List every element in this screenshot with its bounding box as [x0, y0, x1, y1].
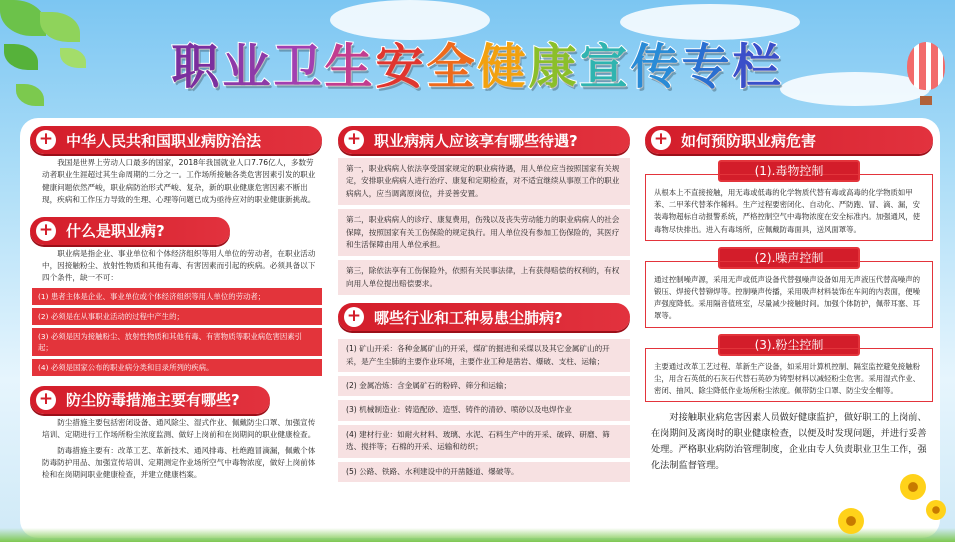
title-char: 栏	[732, 39, 784, 95]
poison-paragraph: 防毒措施主要有：改革工艺、革新技术、通风排毒、杜绝跑冒滴漏，佩戴个体防毒防护用品、加强宣传培训、定期测定作业场所空气中毒物浓度，做好上岗前体检和在岗期间职业健康检查，并建立健康档案。	[42, 445, 316, 480]
flower-icon	[900, 474, 926, 500]
condition-item: (3) 必须是因为接触粉尘、放射性物质和其他有毒、有害物质等职业病危害因素引起；	[32, 328, 322, 356]
section-heading	[30, 386, 270, 414]
dust-paragraph: 防尘措施主要包括密闭设备、通风除尘、湿式作业、佩戴防尘口罩、加强宣传培训、定期进行工作场所粉尘浓度监测、做好上岗前和在岗期间的职业健康检查。	[42, 417, 316, 440]
flower-icon	[838, 508, 864, 534]
plus-icon: +	[36, 221, 56, 241]
title-char: 传	[630, 39, 682, 95]
benefit-paragraph: 第一，职业病病人依法享受国家规定的职业病待遇，用人单位应当按照国家有关规定，安排职业病病人进行治疗、康复和定期检查，对不适宜继续从事原工作的职业病病人，应当调离原岗位，并妥善安置。	[338, 158, 630, 205]
column-right	[645, 126, 933, 474]
title-char: 全	[426, 39, 478, 95]
heading-text: 哪些行业和工种易患尘肺病?	[374, 308, 563, 327]
balloon-basket-icon	[920, 96, 932, 105]
industry-item: (5) 公路、铁路、水利建设中的开凿隧道、爆破等。	[338, 462, 630, 482]
dust-control-text: 主要通过改革工艺过程、革新生产设备，如采用计算机控制、隔室监控避免接触粉尘，用含石英低的石灰石代替石英砂为铸型材料以减轻粉尘危害。采用湿式作业、密闭、抽风、除尘降低作业场所粉尘浓度。佩带防尘口罩、防尘安全帽等。	[645, 348, 933, 403]
condition-item: (1) 患者主体是企业、事业单位或个体经济组织等用人单位的劳动者；	[32, 288, 322, 305]
industry-item: (3) 机械制造业：铸造配砂、造型、铸件的清砂、喷砂以及电焊作业	[338, 400, 630, 420]
plus-icon: +	[344, 130, 364, 150]
section-heading	[338, 303, 630, 331]
plus-icon: +	[344, 307, 364, 327]
heading-text: 防尘防毒措施主要有哪些?	[66, 391, 240, 410]
condition-item: (2) 必须是在从事职业活动的过程中产生的；	[32, 308, 322, 325]
industry-item: (4) 建材行业：如耐火材料、玻璃、水泥、石料生产中的开采、破碎、研磨、筛选、搅拌等；石棉的开采、运输和纺织；	[338, 425, 630, 458]
definition-paragraph: 职业病是指企业、事业单位和个体经济组织等用人单位的劳动者，在职业活动中，因接触粉尘、放射性物质和其他有毒、有害因素而引起的疾病。必须具备以下四个条件，缺一不可：	[42, 248, 316, 283]
title-char: 卫	[273, 39, 325, 95]
benefit-paragraph: 第三，除依法享有工伤保险外，依照有关民事法律，上有获得赔偿的权利的，有权向用人单位提出赔偿要求。	[338, 260, 630, 295]
grass-decoration	[0, 528, 955, 542]
column-middle	[338, 126, 630, 482]
heading-text: 什么是职业病?	[66, 222, 165, 241]
heading-text: 中华人民共和国职业病防治法	[66, 131, 262, 150]
title-char: 安	[375, 39, 427, 95]
industry-item: (2) 金属冶炼：含金属矿石的粉碎、筛分和运输；	[338, 376, 630, 396]
title-char: 生	[324, 39, 376, 95]
section-heading	[645, 126, 933, 154]
flower-icon	[926, 500, 946, 520]
condition-item: (4) 必须是国家公布的职业病分类和目录所列的疾病。	[32, 359, 322, 376]
sub-heading-toxic: (1).毒物控制	[718, 160, 860, 182]
column-left	[30, 126, 322, 482]
sub-heading-dust: (3).粉尘控制	[718, 334, 860, 356]
benefit-paragraph: 第二，职业病病人的诊疗、康复费用，伤残以及丧失劳动能力的职业病病人的社会保障，按照国家有关工伤保险的规定执行。用人单位没有参加工伤保险的，其医疗和生活保障由用人单位承担。	[338, 209, 630, 256]
noise-control-text: 通过控制噪声源，采用无声或低声设备代替强噪声设备如用无声液压代替高噪声的锻压、焊接代替铆焊等。控制噪声传播，采用吸声材料装饰在车间的内表面，便噪声强度降低。采用隔音值班室，尽量减少接触时间。加强个体防护，佩带耳塞、耳罩等。	[645, 261, 933, 328]
sub-heading-noise: (2).噪声控制	[718, 247, 860, 269]
plus-icon: +	[36, 130, 56, 150]
law-paragraph: 我国是世界上劳动人口最多的国家，2018年我国就业人口7.76亿人，多数劳动者职业生涯超过其生命周期的二分之一。工作场所接触各类危害因素引发的职业健康问题依然严峻，职业病防治形式严峻、复杂，新的职业健康危害因素不断出现，疾病和工作压力导致的生理、心理等问题已成为亟待应对的职业健康新挑战。	[42, 158, 316, 205]
title-char: 健	[477, 39, 529, 95]
plus-icon: +	[651, 130, 671, 150]
industry-item: (1) 矿山开采：各种金属矿山的开采，煤矿的掘进和采煤以及其它金属矿山的开采，是产生尘肺的主要作业环境，主要作业工种是凿岩、爆破、支柱、运输；	[338, 339, 630, 372]
content-board	[20, 118, 940, 538]
title-char: 康	[528, 39, 580, 95]
title-char: 业	[222, 39, 274, 95]
section-heading	[30, 126, 322, 154]
title-char: 职	[171, 39, 223, 95]
title-char: 专	[681, 39, 733, 95]
plus-icon: +	[36, 390, 56, 410]
section-heading	[30, 217, 230, 245]
toxic-control-text: 从根本上不直接接触，用无毒或低毒的化学物质代替有毒或高毒的化学物质如甲苯、二甲苯代替苯作稀料。生产过程要密闭化、自动化、严防跑、冒、滴、漏，安装毒物超标自动报警系统，严格控制空气中毒物浓度在安全标准内。加强通风，使毒物尽快排出。进入有毒场所，应佩戴防毒面具，送风面罩等。	[645, 174, 933, 241]
heading-text: 如何预防职业病危害	[681, 131, 817, 150]
title-char: 宣	[579, 39, 631, 95]
monitoring-paragraph: 对接触职业病危害因素人员做好健康监护，做好职工的上岗前、在岗期间及离岗时的职业健康检查，以便及时发现问题，并进行妥善处理。严格职业病防治管理制度，企业由专人负责职业卫生工作，强化法制监督管理。	[651, 412, 927, 472]
heading-text: 职业病病人应该享有哪些待遇?	[374, 131, 578, 150]
page-title	[0, 28, 955, 97]
section-heading	[338, 126, 630, 154]
